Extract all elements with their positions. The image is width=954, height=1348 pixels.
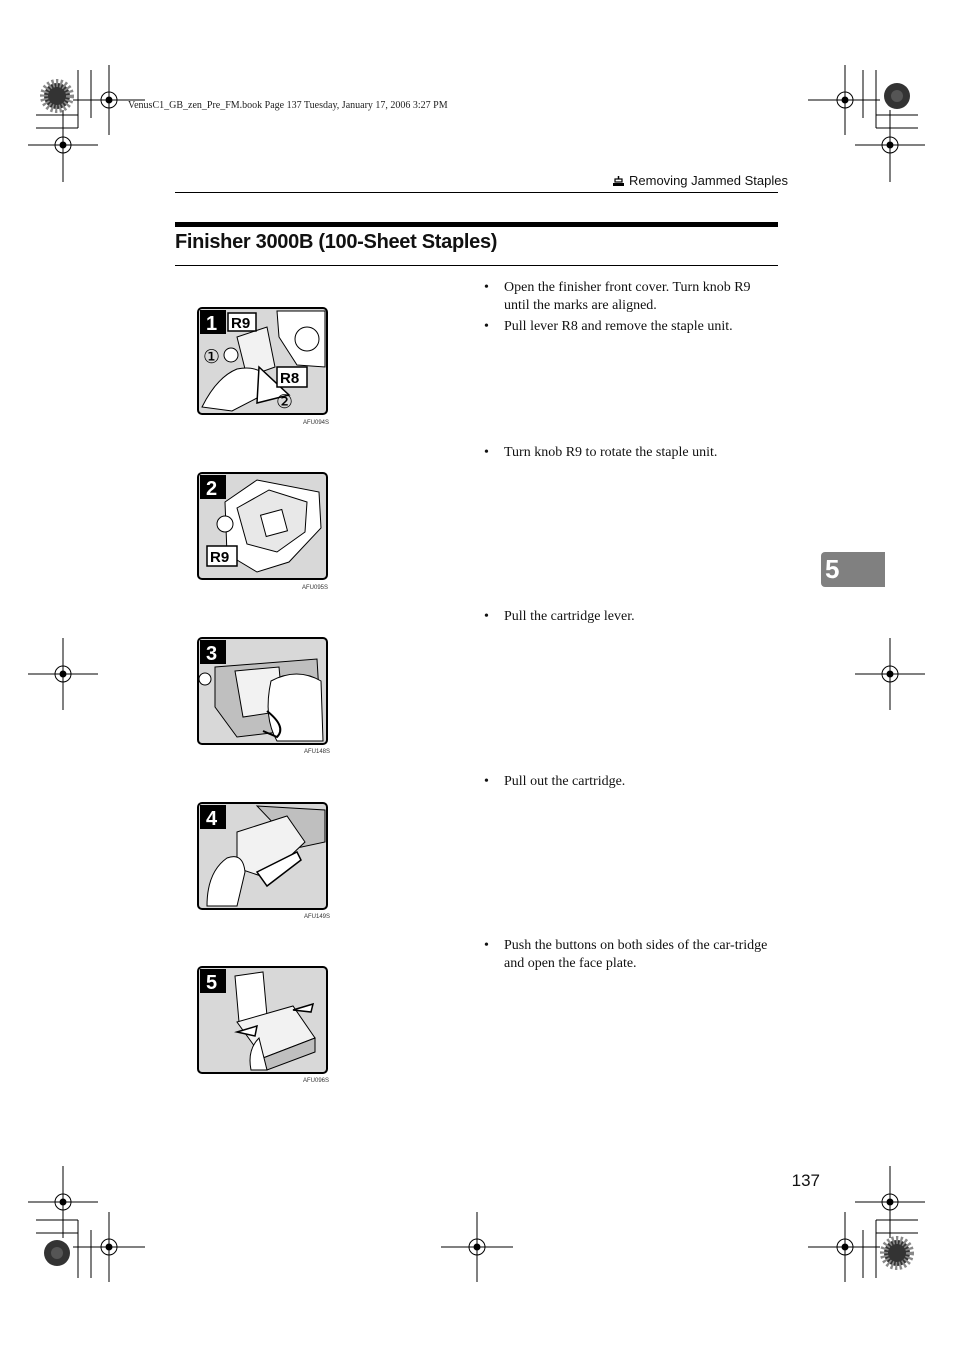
step-label: R9 xyxy=(231,315,251,332)
step-number: 3 xyxy=(206,643,218,665)
step-number: 5 xyxy=(206,972,218,994)
step-label: R9 xyxy=(210,549,230,566)
step-5-bullets xyxy=(484,937,774,976)
page-number: 137 xyxy=(791,1171,820,1190)
figure-code: AFU096S xyxy=(303,1078,330,1084)
bullet-item: • Turn knob R9 to rotate the staple unit. xyxy=(484,444,774,462)
step-4-bullets xyxy=(484,773,774,794)
title-bar-bottom xyxy=(175,265,778,266)
figure-code: AFU149S xyxy=(304,914,331,920)
page-title: Finisher 3000B (100-Sheet Staples) xyxy=(175,231,498,253)
figure-code: AFU094S xyxy=(303,420,330,426)
step-label: ① xyxy=(203,346,221,368)
title-bar-top xyxy=(175,222,778,227)
header-rule xyxy=(175,192,778,193)
step-2-bullets xyxy=(484,444,774,465)
bullet-item: • Push the buttons on both sides of the car-tridge and open the face plate. xyxy=(484,937,774,973)
bullet-item: • Pull lever R8 and remove the staple unit. xyxy=(484,318,774,336)
step-label: R8 xyxy=(280,370,300,387)
step-5-figure xyxy=(197,966,328,1074)
stapler-icon xyxy=(612,175,625,190)
step-number: 4 xyxy=(206,808,218,830)
section-title: Removing Jammed Staples xyxy=(629,173,788,188)
step-4-figure xyxy=(197,802,328,910)
bullet-item: • Pull out the cartridge. xyxy=(484,773,774,791)
step-3-figure xyxy=(197,637,328,745)
running-header xyxy=(612,173,788,190)
step-number: 2 xyxy=(206,478,218,500)
step-1-figure xyxy=(197,307,328,415)
bullet-item: • Open the finisher front cover. Turn knob R9 until the marks are aligned. xyxy=(484,279,774,315)
figure-code: AFU148S xyxy=(304,749,331,755)
step-3-bullets xyxy=(484,608,774,629)
step-2-figure xyxy=(197,472,328,580)
step-1-bullets xyxy=(484,279,774,339)
bullet-item: • Pull the cartridge lever. xyxy=(484,608,774,626)
chapter-tab: 5 xyxy=(821,552,885,587)
step-number: 1 xyxy=(206,313,218,335)
print-info: VenusC1_GB_zen_Pre_FM.book Page 137 Tuesday, January 17, 2006 3:27 PM xyxy=(128,100,448,111)
step-label: ② xyxy=(276,391,294,413)
figure-code: AFU095S xyxy=(302,585,329,591)
